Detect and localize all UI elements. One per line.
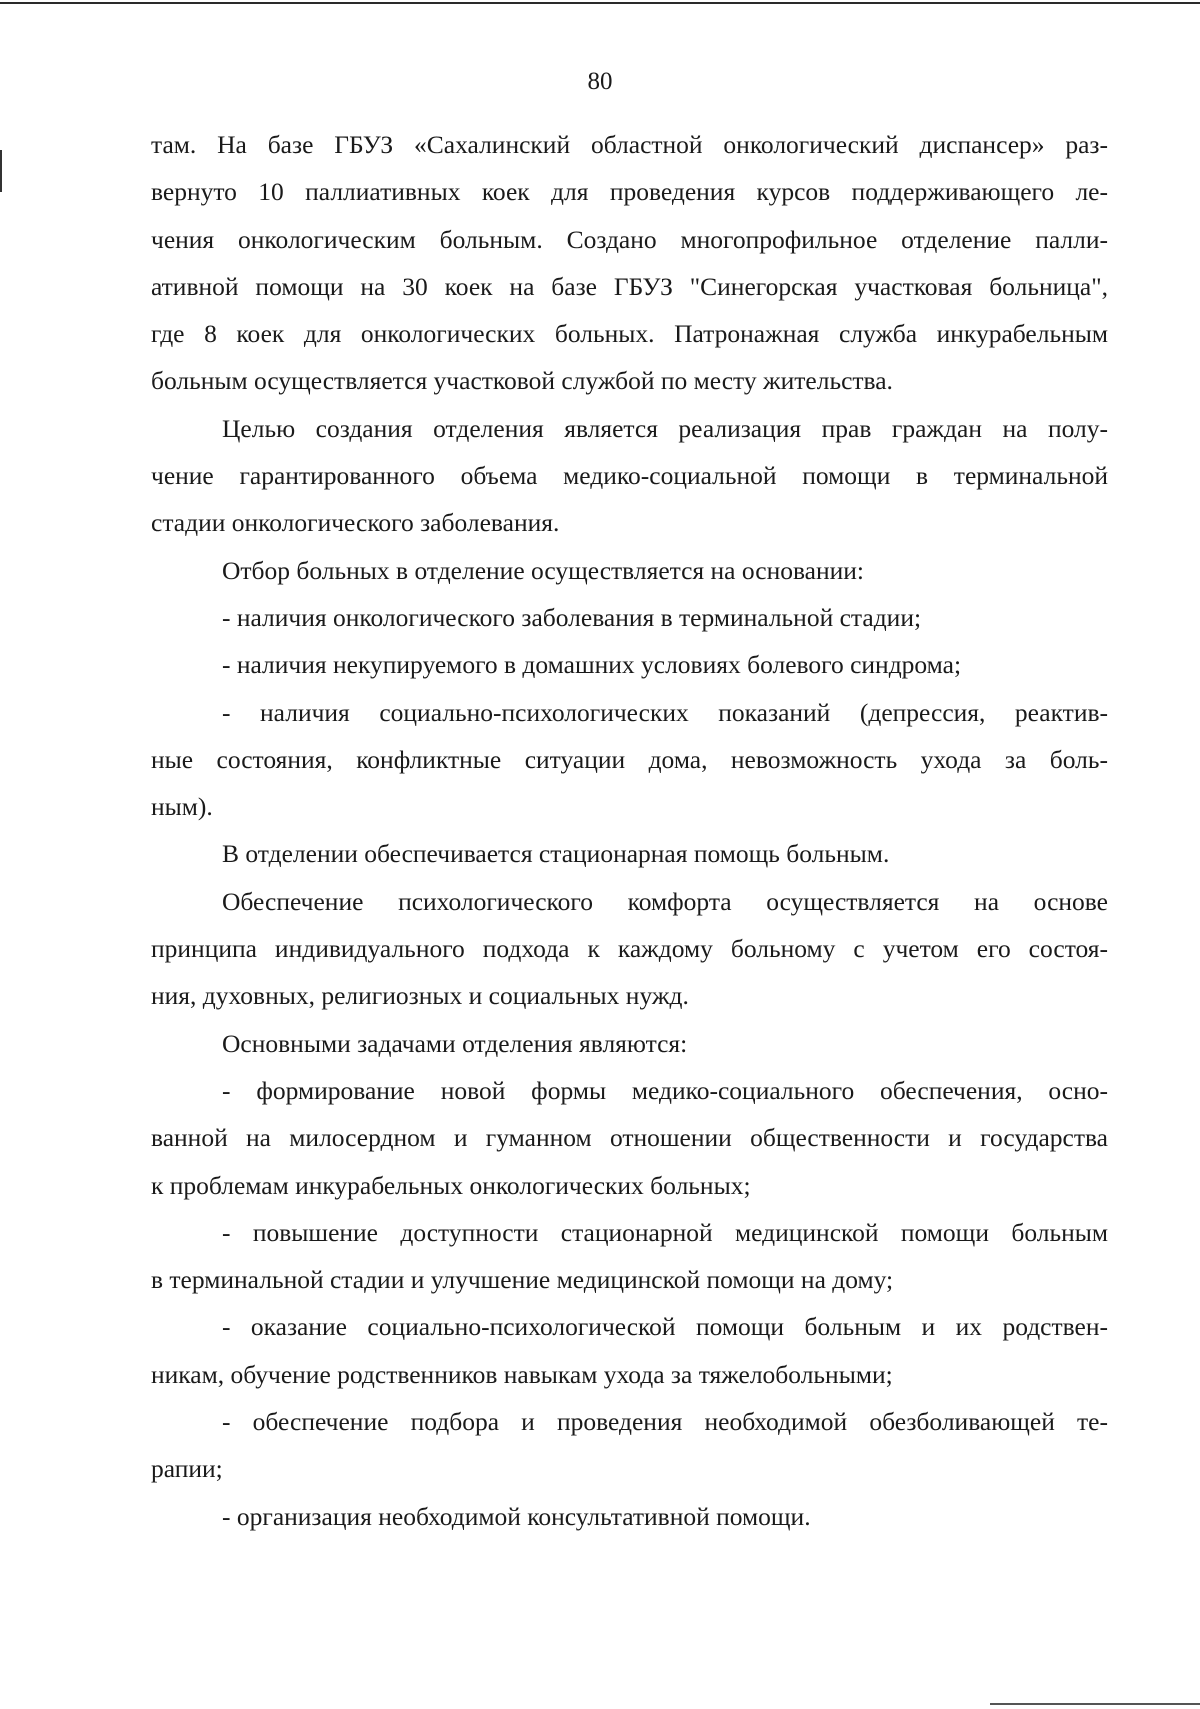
text-line: к проблемам инкурабельных онкологических больных; bbox=[151, 1170, 751, 1200]
text-line: рапии; bbox=[151, 1454, 223, 1484]
scan-edge-left bbox=[0, 150, 2, 192]
text-line: в терминальной стадии и улучшение медицинской помощи на дому; bbox=[151, 1265, 894, 1295]
text-line: где 8 коек для онкологических больных. Патронажная служба инкурабельным bbox=[151, 319, 1108, 349]
text-line: - организация необходимой консультативной помощи. bbox=[222, 1501, 811, 1531]
text-line: ния, духовных, религиозных и социальных нужд. bbox=[151, 981, 689, 1011]
text-line: вернуто 10 паллиативных коек для проведения курсов поддерживающего ле- bbox=[151, 177, 1108, 207]
text-line: ные состояния, конфликтные ситуации дома, невозможность ухода за боль- bbox=[151, 744, 1108, 774]
text-line: - обеспечение подбора и проведения необходимой обезболивающей те- bbox=[222, 1407, 1108, 1437]
text-line: - наличия онкологического заболевания в терминальной стадии; bbox=[222, 602, 922, 632]
text-line: принципа индивидуального подхода к каждому больному с учетом его состоя- bbox=[151, 934, 1108, 964]
text-line: - формирование новой формы медико-социального обеспечения, осно- bbox=[222, 1075, 1108, 1105]
text-line: ванной на милосердном и гуманном отношении общественности и государства bbox=[151, 1123, 1108, 1153]
text-line: ным). bbox=[151, 792, 213, 822]
text-line: В отделении обеспечивается стационарная помощь больным. bbox=[222, 839, 890, 869]
text-line: стадии онкологического заболевания. bbox=[151, 508, 560, 538]
text-line: Основными задачами отделения являются: bbox=[222, 1028, 688, 1058]
text-line: Обеспечение психологического комфорта осуществляется на основе bbox=[222, 886, 1108, 916]
text-line: - наличия социально-психологических показаний (депрессия, реактив- bbox=[222, 697, 1108, 727]
text-line: - оказание социально-психологической помощи больным и их родствен- bbox=[222, 1312, 1108, 1342]
text-line: чения онкологическим больным. Создано многопрофильное отделение палли- bbox=[151, 224, 1108, 254]
text-line: чение гарантированного объема медико-социальной помощи в терминальной bbox=[151, 461, 1108, 491]
text-line: Отбор больных в отделение осуществляется на основании: bbox=[222, 555, 865, 585]
body-text bbox=[151, 121, 1108, 1540]
text-line: - повышение доступности стационарной медицинской помощи больным bbox=[222, 1217, 1108, 1247]
scan-edge-top bbox=[0, 2, 1200, 4]
page-number: 80 bbox=[587, 68, 613, 95]
text-line: ативной помощи на 30 коек на базе ГБУЗ "Синегорская участковая больница", bbox=[151, 271, 1108, 301]
text-line: никам, обучение родственников навыкам ухода за тяжелобольными; bbox=[151, 1359, 893, 1389]
text-line: Целью создания отделения является реализация прав граждан на полу- bbox=[222, 413, 1108, 443]
scan-edge-bottom bbox=[990, 1703, 1200, 1705]
text-line: там. На базе ГБУЗ «Сахалинский областной онкологический диспансер» раз- bbox=[151, 130, 1108, 159]
text-line: больным осуществляется участковой службой по месту жительства. bbox=[151, 366, 893, 396]
text-line: - наличия некупируемого в домашних условиях болевого синдрома; bbox=[222, 650, 962, 680]
